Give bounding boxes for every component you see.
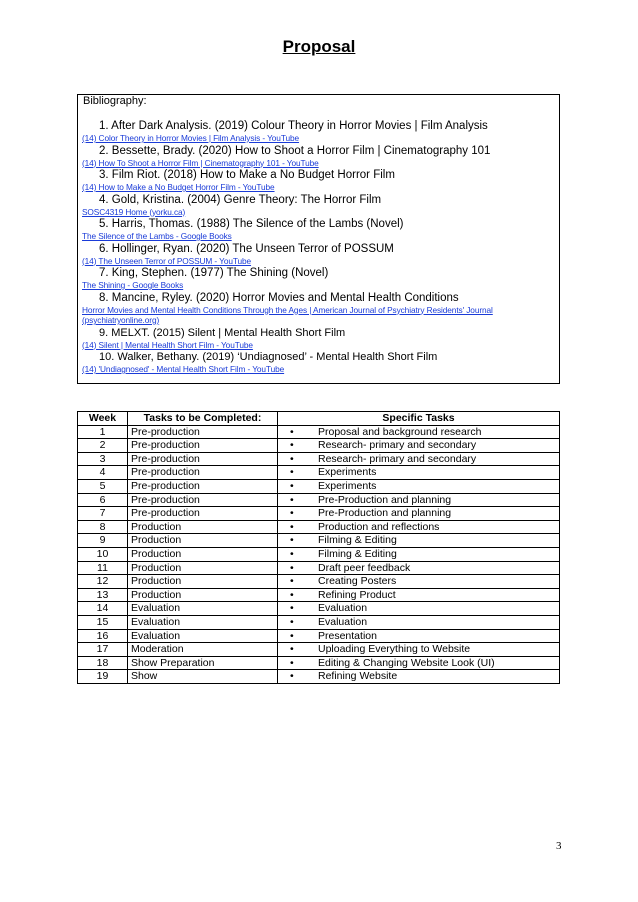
specific-task-text: Filming & Editing [318, 534, 397, 547]
specific-task-text: Evaluation [318, 602, 368, 615]
task-cell: Pre-production [128, 439, 278, 453]
task-cell: Evaluation [128, 615, 278, 629]
specific-task-text: Production and reflections [318, 520, 440, 533]
entry-number: 8. [99, 291, 109, 304]
entry-link[interactable]: Horror Movies and Mental Health Conditions Through the Ages | American Journal of Psychiatry Residents' Journal (psychiatryonline.org) [82, 304, 493, 325]
entry-link[interactable]: (14) The Unseen Terror of POSSUM - YouTube [82, 255, 252, 266]
entry-link[interactable]: The Silence of the Lambs - Google Books [82, 231, 232, 241]
table-row [78, 520, 560, 534]
bibliography-box [77, 94, 560, 384]
entry-number: 1. [99, 120, 109, 132]
table-row [78, 656, 560, 670]
task-cell: Pre-production [128, 425, 278, 439]
entry-text: Harris, Thomas. (1988) The Silence of the Lambs (Novel) [111, 218, 404, 230]
task-cell: Evaluation [128, 629, 278, 643]
bullet-icon: • [290, 479, 294, 492]
bibliography-entry [82, 193, 556, 207]
bibliography-entry [82, 217, 556, 231]
week-cell: 14 [78, 602, 128, 616]
specific-task-cell [278, 670, 560, 684]
table-header-row [78, 412, 560, 426]
specific-task-cell [278, 602, 560, 616]
task-cell: Show [128, 670, 278, 684]
specific-task-text: Proposal and background research [318, 425, 482, 438]
bullet-icon: • [290, 439, 294, 452]
specific-task-text: Research- primary and secondary [318, 452, 477, 465]
task-cell: Pre-production [128, 466, 278, 480]
table-row [78, 507, 560, 521]
task-cell: Production [128, 520, 278, 534]
week-cell: 7 [78, 507, 128, 521]
task-cell: Production [128, 561, 278, 575]
week-cell: 15 [78, 615, 128, 629]
specific-task-cell [278, 466, 560, 480]
entry-text: Gold, Kristina. (2004) Genre Theory: The Horror Film [111, 193, 382, 206]
specific-task-cell [278, 656, 560, 670]
task-cell: Show Preparation [128, 656, 278, 670]
entry-number: 9. [99, 326, 109, 339]
entry-text: King, Stephen. (1977) The Shining (Novel) [111, 267, 329, 279]
entry-number: 4. [99, 193, 109, 206]
bibliography-entry [82, 119, 556, 133]
week-cell: 16 [78, 629, 128, 643]
week-cell: 8 [78, 520, 128, 534]
week-cell: 13 [78, 588, 128, 602]
specific-task-text: Creating Posters [318, 575, 397, 588]
entry-text: Walker, Bethany. (2019) ‘Undiagnosed’ - Mental Health Short Film [117, 351, 438, 363]
bibliography-entry [82, 350, 556, 364]
bullet-icon: • [290, 615, 294, 628]
specific-task-text: Pre-Production and planning [318, 507, 452, 520]
table-row [78, 561, 560, 575]
entry-number: 10. [99, 351, 115, 363]
task-cell: Production [128, 575, 278, 589]
table-row [78, 575, 560, 589]
specific-task-cell [278, 452, 560, 466]
specific-task-cell [278, 615, 560, 629]
table-row [78, 425, 560, 439]
table-row [78, 439, 560, 453]
bullet-icon: • [290, 425, 294, 438]
table-row [78, 493, 560, 507]
entry-number: 3. [99, 169, 109, 181]
week-cell: 2 [78, 439, 128, 453]
task-cell: Pre-production [128, 452, 278, 466]
bibliography-entry [82, 326, 556, 340]
week-cell: 5 [78, 479, 128, 493]
week-cell: 12 [78, 575, 128, 589]
week-cell: 4 [78, 466, 128, 480]
bullet-icon: • [290, 643, 294, 656]
specific-task-text: Pre-Production and planning [318, 493, 452, 506]
task-cell: Pre-production [128, 507, 278, 521]
bibliography-entry [82, 168, 556, 182]
specific-task-text: Uploading Everything to Website [318, 643, 471, 656]
bibliography-label: Bibliography: [83, 95, 147, 107]
entry-link[interactable]: (14) How To Shoot a Horror Film | Cinematography 101 - YouTube [82, 157, 319, 168]
specific-task-cell [278, 493, 560, 507]
table-row [78, 452, 560, 466]
bullet-icon: • [290, 466, 294, 479]
entry-text: Film Riot. (2018) How to Make a No Budget Horror Film [111, 169, 395, 181]
entry-text: Hollinger, Ryan. (2020) The Unseen Terror of POSSUM [111, 242, 394, 255]
bullet-icon: • [290, 575, 294, 588]
specific-task-text: Filming & Editing [318, 547, 397, 560]
specific-task-cell [278, 534, 560, 548]
week-cell: 11 [78, 561, 128, 575]
specific-task-text: Research- primary and secondary [318, 439, 477, 452]
entry-link[interactable]: SOSC4319 Home (yorku.ca) [82, 206, 186, 217]
header-specific: Specific Tasks [278, 412, 560, 426]
entry-link[interactable]: (14) Color Theory in Horror Movies | Film Analysis - YouTube [82, 133, 300, 143]
specific-task-text: Presentation [318, 629, 377, 642]
entry-text: Mancine, Ryley. (2020) Horror Movies and Mental Health Conditions [111, 291, 459, 304]
page-number: 3 [556, 840, 562, 852]
specific-task-cell [278, 439, 560, 453]
entry-link[interactable]: (14) Silent | Mental Health Short Film - YouTube [82, 339, 253, 350]
entry-text: MELXT. (2015) Silent | Mental Health Short Film [111, 326, 346, 339]
bullet-icon: • [290, 534, 294, 547]
bibliography-list [82, 119, 556, 375]
table-row [78, 615, 560, 629]
specific-task-cell [278, 479, 560, 493]
specific-task-cell [278, 425, 560, 439]
bullet-icon: • [290, 547, 294, 560]
entry-link[interactable]: The Shining - Google Books [82, 280, 184, 290]
bullet-icon: • [290, 629, 294, 642]
specific-task-text: Evaluation [318, 615, 368, 628]
task-cell: Evaluation [128, 602, 278, 616]
bullet-icon: • [290, 656, 294, 669]
task-cell: Production [128, 534, 278, 548]
header-week: Week [78, 412, 128, 426]
table-row [78, 479, 560, 493]
bibliography-entry [82, 242, 556, 256]
specific-task-cell [278, 507, 560, 521]
entry-number: 7. [99, 267, 109, 279]
specific-task-text: Editing & Changing Website Look (UI) [318, 656, 495, 669]
specific-task-cell [278, 520, 560, 534]
bibliography-entry [82, 291, 556, 305]
table-row [78, 629, 560, 643]
task-cell: Pre-production [128, 479, 278, 493]
bibliography-entry [82, 266, 556, 280]
table-row [78, 643, 560, 657]
bullet-icon: • [290, 561, 294, 574]
task-cell: Pre-production [128, 493, 278, 507]
specific-task-text: Refining Product [318, 588, 396, 601]
table-row [78, 602, 560, 616]
specific-task-text: Experiments [318, 479, 377, 492]
week-cell: 19 [78, 670, 128, 684]
specific-task-cell [278, 575, 560, 589]
bullet-icon: • [290, 520, 294, 533]
entry-number: 5. [99, 218, 109, 230]
week-cell: 10 [78, 547, 128, 561]
entry-number: 6. [99, 242, 109, 255]
week-cell: 3 [78, 452, 128, 466]
table-row [78, 466, 560, 480]
specific-task-text: Refining Website [318, 670, 398, 683]
table-row [78, 547, 560, 561]
week-cell: 1 [78, 425, 128, 439]
page-title: Proposal [282, 37, 356, 56]
specific-task-cell [278, 547, 560, 561]
bullet-icon: • [290, 588, 294, 601]
entry-number: 2. [99, 144, 109, 157]
bullet-icon: • [290, 493, 294, 506]
task-cell: Moderation [128, 643, 278, 657]
bullet-icon: • [290, 602, 294, 615]
specific-task-cell [278, 643, 560, 657]
entry-text: Bessette, Brady. (2020) How to Shoot a Horror Film | Cinematography 101 [111, 144, 491, 157]
bibliography-entry [82, 144, 556, 158]
entry-link[interactable]: (14) 'Undiagnosed' - Mental Health Short Film - YouTube [82, 364, 285, 374]
bullet-icon: • [290, 507, 294, 520]
week-cell: 6 [78, 493, 128, 507]
table-row [78, 534, 560, 548]
specific-task-cell [278, 588, 560, 602]
week-cell: 9 [78, 534, 128, 548]
specific-task-text: Draft peer feedback [318, 561, 411, 574]
task-cell: Production [128, 547, 278, 561]
table-row [78, 670, 560, 684]
specific-task-cell [278, 561, 560, 575]
task-cell: Production [128, 588, 278, 602]
bullet-icon: • [290, 670, 294, 683]
bullet-icon: • [290, 452, 294, 465]
table-row [78, 588, 560, 602]
entry-text: After Dark Analysis. (2019) Colour Theory in Horror Movies | Film Analysis [111, 120, 488, 132]
schedule-table [77, 411, 560, 684]
week-cell: 17 [78, 643, 128, 657]
entry-link[interactable]: (14) How to Make a No Budget Horror Film - YouTube [82, 182, 275, 192]
specific-task-text: Experiments [318, 466, 377, 479]
header-tasks: Tasks to be Completed: [128, 412, 278, 426]
specific-task-cell [278, 629, 560, 643]
week-cell: 18 [78, 656, 128, 670]
